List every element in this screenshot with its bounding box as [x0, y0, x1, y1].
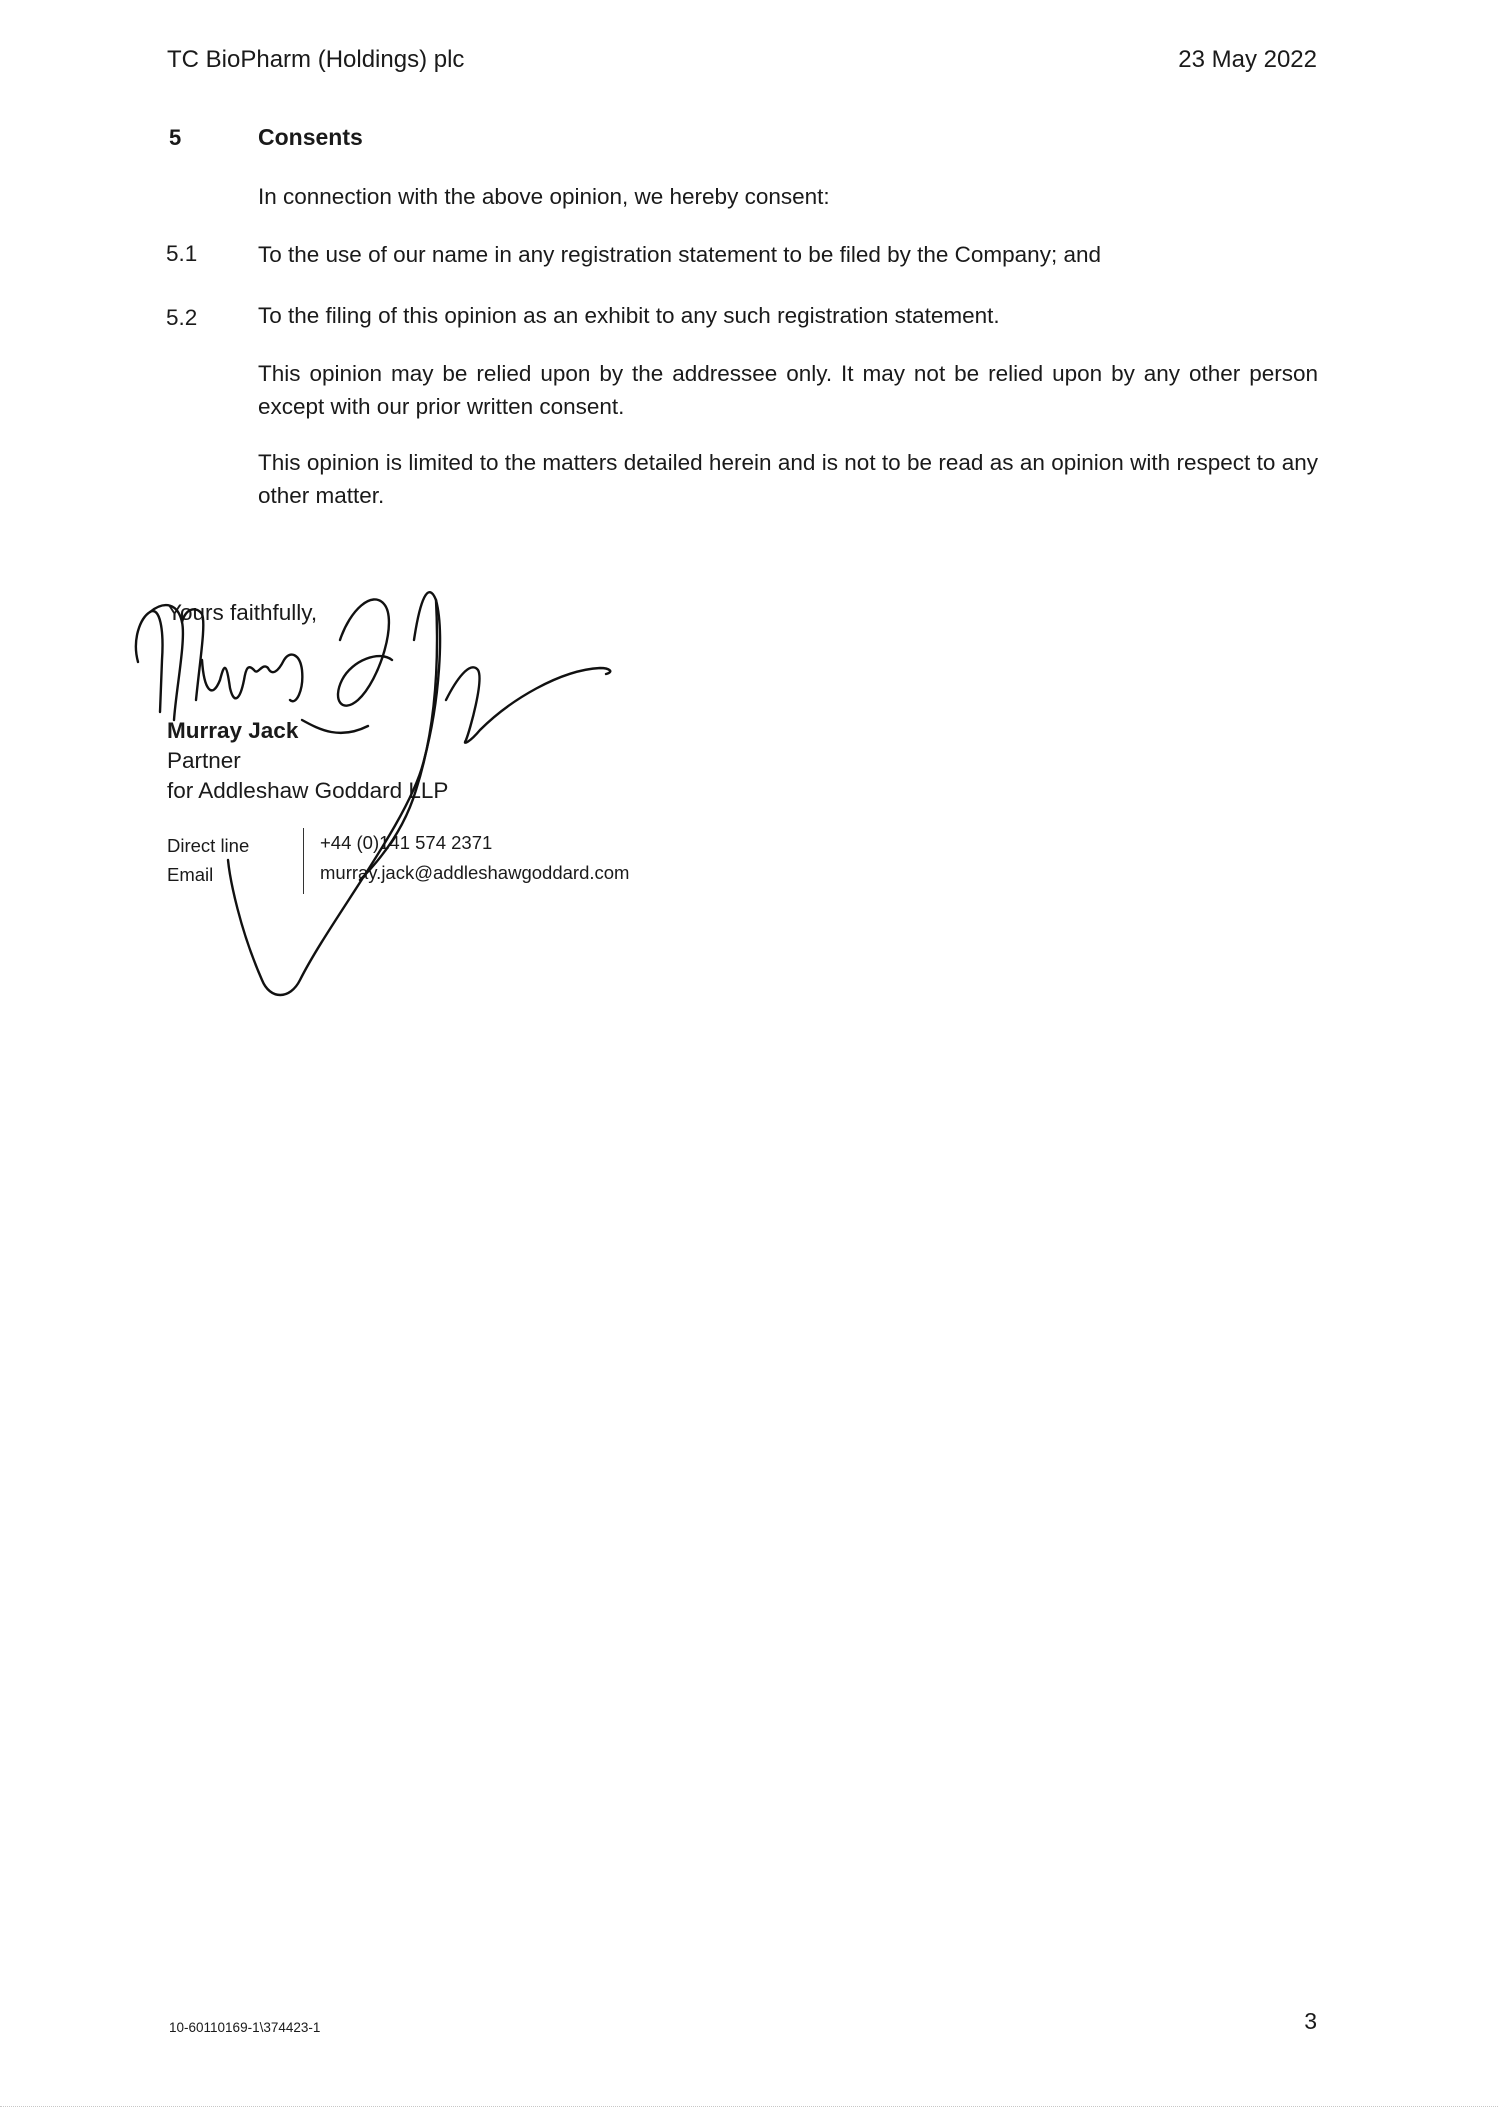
limitation-paragraph: This opinion is limited to the matters detailed herein and is not to be read as an opinion with respect to any other matter. — [258, 450, 1318, 508]
header-date: 23 May 2022 — [1178, 46, 1317, 73]
contact-divider — [303, 828, 304, 894]
signatory-title: Partner — [167, 748, 241, 773]
item-number-5-1: 5.1 — [166, 241, 198, 266]
contact-label-email: Email — [167, 864, 214, 885]
contact-label-phone: Direct line — [167, 835, 250, 856]
item-text-5-1: To the use of our name in any registration statement to be filed by the Company; and — [258, 242, 1101, 267]
scan-edge-line — [0, 2106, 1498, 2108]
closing-salutation: Yours faithfully, — [167, 600, 318, 625]
signatory-firm: for Addleshaw Goddard LLP — [167, 778, 449, 803]
section-title: Consents — [258, 124, 363, 150]
document-reference: 10-60110169-1\374423-1 — [169, 2020, 321, 2035]
reliance-paragraph: This opinion may be relied upon by the addressee only. It may not be relied upon by any other person except with our prior written consent. — [258, 361, 1318, 419]
section-intro: In connection with the above opinion, we hereby consent: — [258, 184, 830, 209]
signatory-name: Murray Jack — [167, 718, 299, 743]
contact-value-phone: +44 (0)141 574 2371 — [320, 832, 493, 853]
header-company: TC BioPharm (Holdings) plc — [167, 46, 465, 73]
item-text-5-2: To the filing of this opinion as an exhibit to any such registration statement. — [258, 303, 1000, 328]
item-number-5-2: 5.2 — [166, 305, 198, 330]
page-number: 3 — [1304, 2008, 1317, 2034]
section-number: 5 — [169, 125, 182, 150]
contact-value-email: murray.jack@addleshawgoddard.com — [320, 862, 630, 883]
